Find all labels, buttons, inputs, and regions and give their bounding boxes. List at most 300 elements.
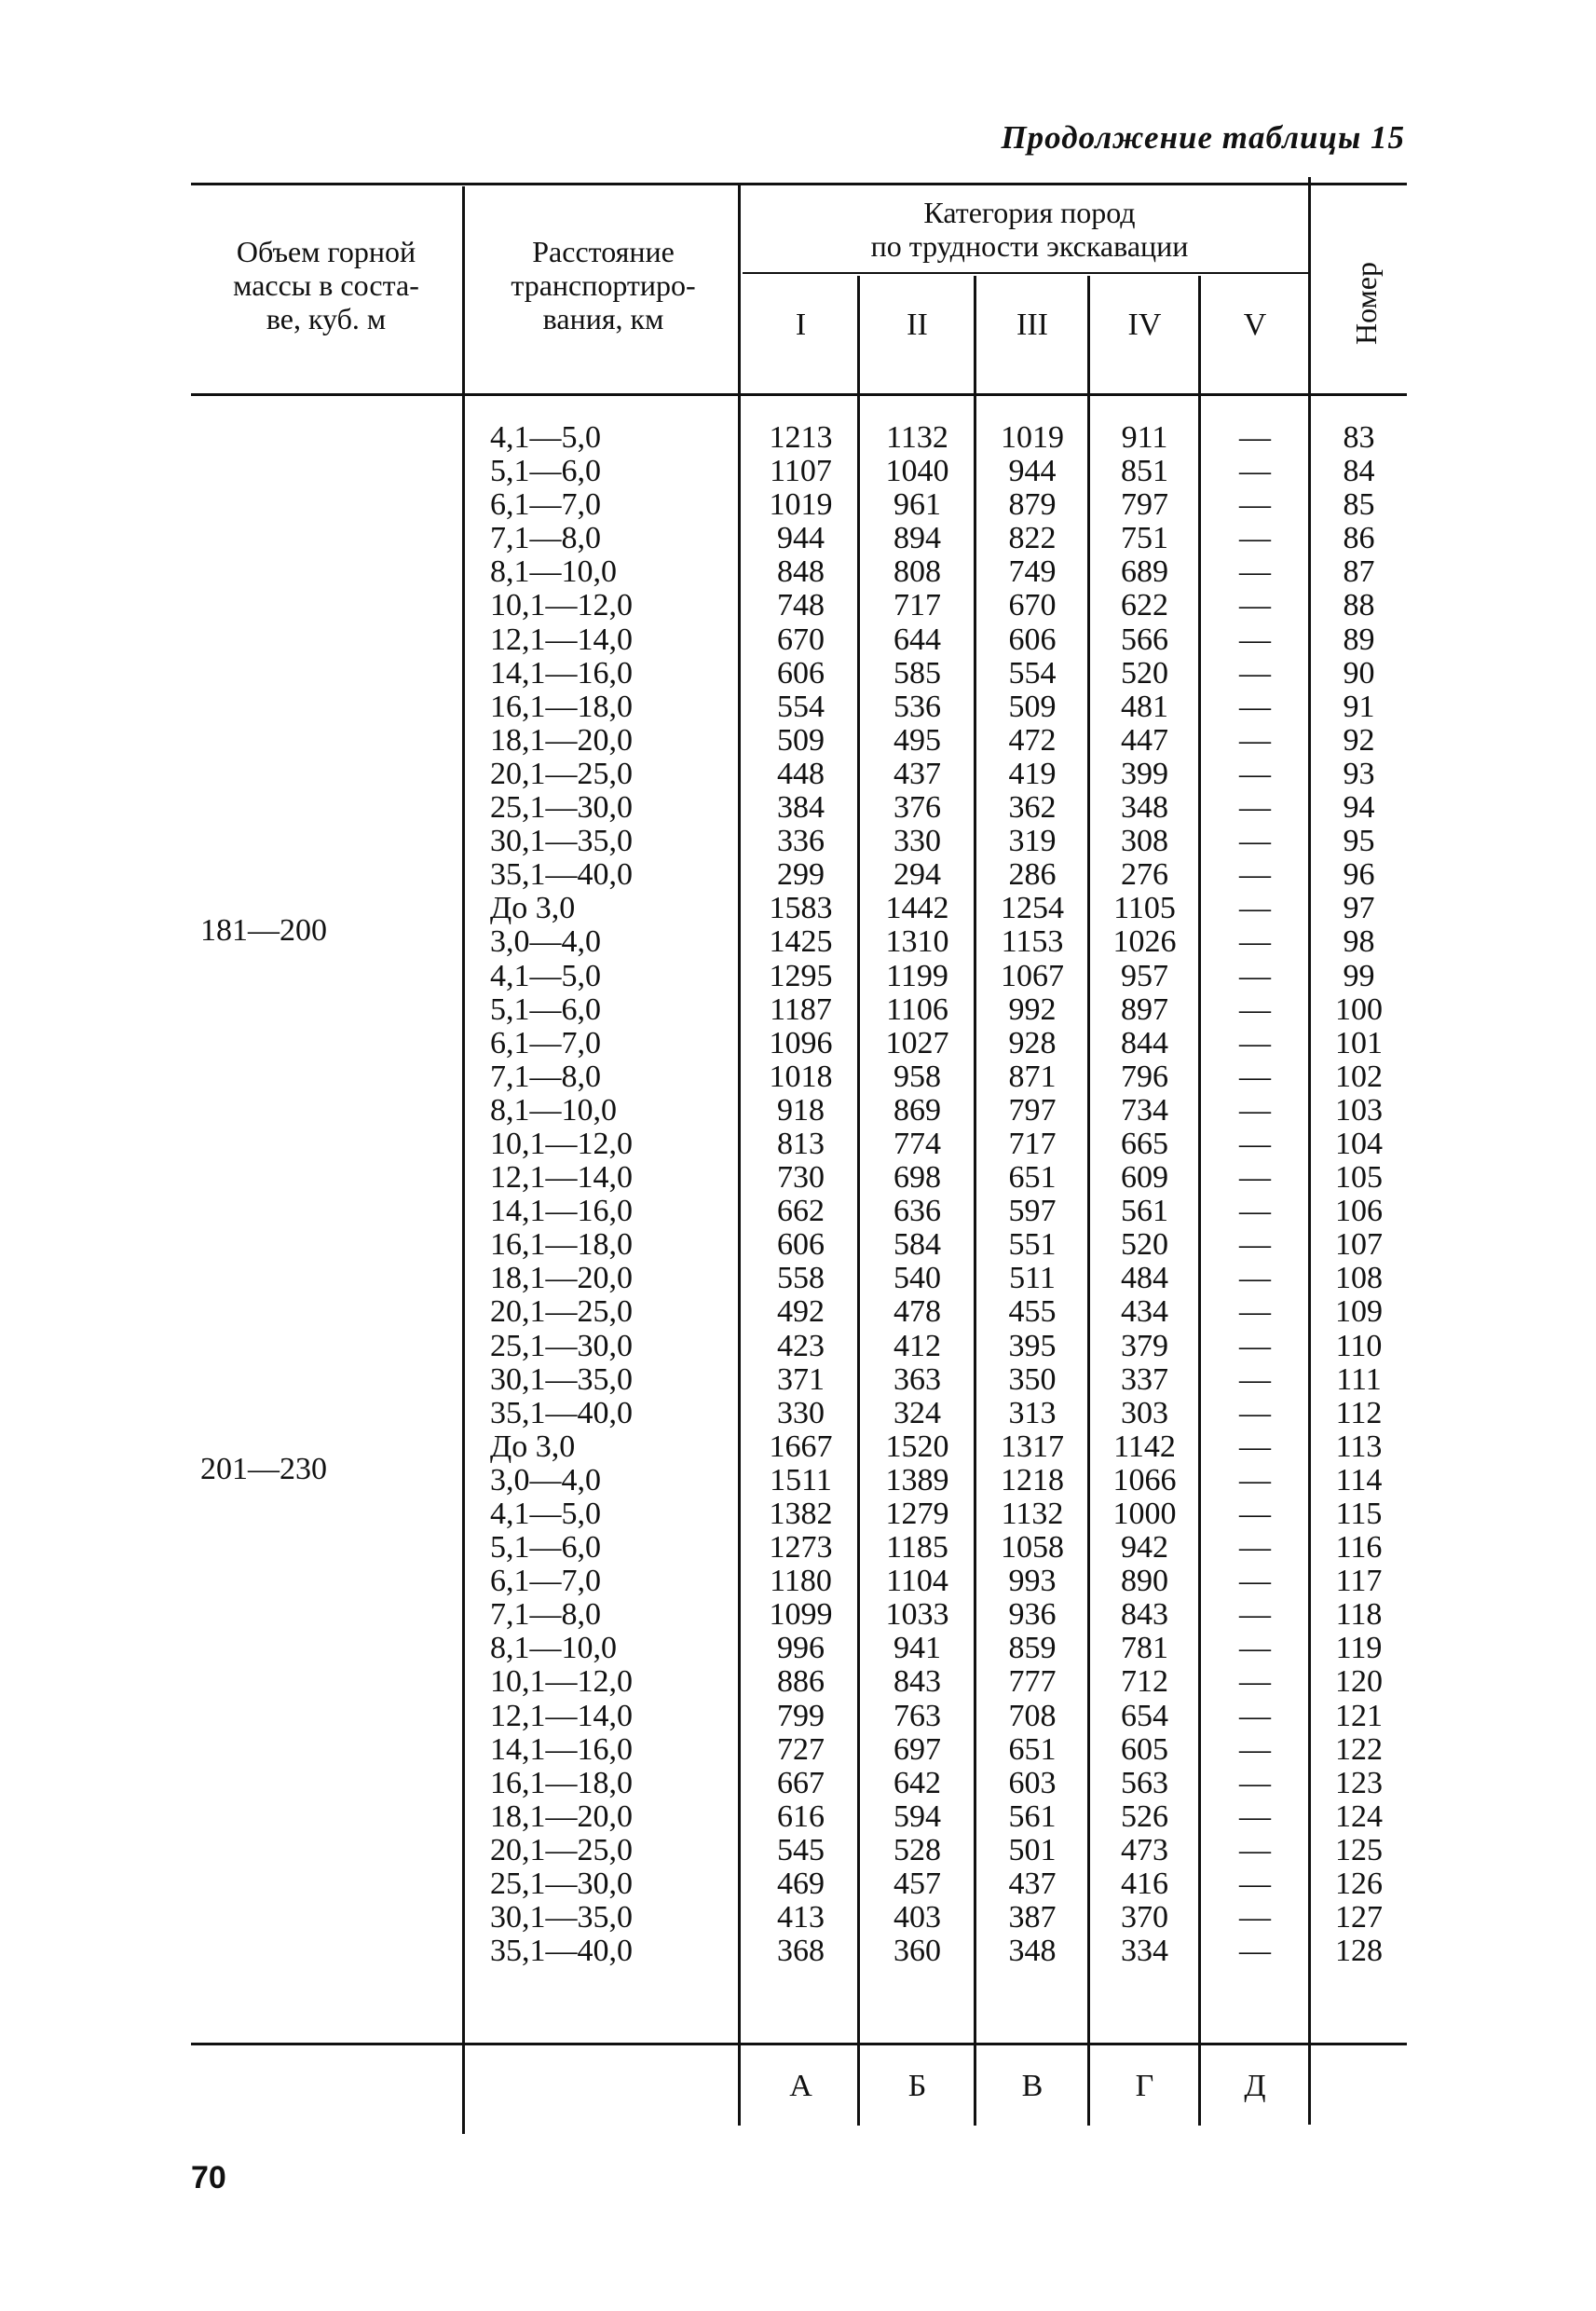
cat-i-cell: 799 <box>777 1698 825 1733</box>
cat-iii-cell: 992 <box>1008 991 1057 1027</box>
cat-v-cell: — <box>1239 1597 1271 1633</box>
cat-iii-cell: 871 <box>1008 1059 1057 1094</box>
cat-iii-cell: 651 <box>1008 1731 1057 1767</box>
cat-ii-cell: 360 <box>893 1934 941 1969</box>
cat-i-cell: 1180 <box>770 1564 832 1599</box>
row-number-cell: 116 <box>1335 1530 1383 1566</box>
header-bottom-rule <box>191 393 1407 396</box>
cat-iii-cell: 944 <box>1008 454 1057 489</box>
row-number-cell: 92 <box>1343 722 1375 758</box>
category-iii-column <box>975 421 1089 1968</box>
cat-iv-cell: 337 <box>1121 1361 1168 1397</box>
cat-i-cell: 748 <box>777 588 825 623</box>
cat-ii-cell: 457 <box>893 1867 941 1902</box>
cat-iv-cell: 890 <box>1121 1564 1168 1599</box>
cat-iv-cell: 957 <box>1121 958 1168 993</box>
cat-i-cell: 299 <box>777 857 825 893</box>
cat-i-cell: 384 <box>777 790 825 826</box>
row-number-cell: 112 <box>1335 1395 1383 1430</box>
cat-iii-cell: 350 <box>1008 1361 1057 1397</box>
cat-v-cell: — <box>1239 655 1271 691</box>
cat-i-cell: 1273 <box>769 1530 833 1566</box>
distance-cell: 16,1—18,0 <box>490 1227 633 1263</box>
cat-ii-cell: 478 <box>893 1294 941 1330</box>
cat-iii-cell: 472 <box>1008 722 1057 758</box>
cat-iv-cell: 609 <box>1121 1160 1168 1196</box>
cat-i-cell: 667 <box>777 1765 825 1800</box>
footer-label-v: В <box>1021 2069 1044 2103</box>
row-number-cell: 96 <box>1343 857 1375 893</box>
distance-cell: 5,1—6,0 <box>490 1530 601 1566</box>
cat-v-cell: — <box>1239 1462 1271 1497</box>
header-cat-5: V <box>1243 308 1267 342</box>
cat-ii-cell: 636 <box>893 1194 941 1229</box>
cat-v-cell: — <box>1239 1934 1271 1969</box>
distance-cell: 25,1—30,0 <box>490 790 633 826</box>
distance-cell: 3,0—4,0 <box>490 924 601 960</box>
cat-i-cell: 448 <box>777 756 825 791</box>
distance-cell: 12,1—14,0 <box>490 1698 633 1733</box>
footer-top-rule <box>191 2043 1407 2045</box>
cat-iv-cell: 689 <box>1121 554 1168 590</box>
cat-i-cell: 554 <box>777 689 825 724</box>
cat-v-cell: — <box>1239 554 1271 590</box>
cat-i-cell: 662 <box>777 1194 825 1229</box>
cat-ii-cell: 1185 <box>886 1530 948 1566</box>
cat-ii-cell: 528 <box>893 1832 941 1867</box>
cat-iii-cell: 1218 <box>1001 1462 1064 1497</box>
cat-iv-cell: 1066 <box>1112 1462 1177 1497</box>
row-number-cell: 87 <box>1343 554 1375 590</box>
cat-ii-cell: 869 <box>893 1092 941 1128</box>
cat-iv-cell: 473 <box>1121 1832 1168 1867</box>
cat-iii-cell: 606 <box>1008 622 1057 657</box>
row-number-cell: 126 <box>1335 1867 1383 1902</box>
cat-i-cell: 606 <box>777 655 825 691</box>
row-number-cell: 105 <box>1335 1160 1383 1196</box>
distance-cell: До 3,0 <box>490 891 576 926</box>
distance-cell: 5,1—6,0 <box>490 454 601 489</box>
row-number-cell: 106 <box>1335 1194 1383 1229</box>
distance-cell: 35,1—40,0 <box>490 1395 633 1430</box>
row-number-cell: 88 <box>1343 588 1375 623</box>
cat-ii-cell: 363 <box>893 1361 941 1397</box>
cat-iii-cell: 797 <box>1008 1092 1057 1128</box>
cat-iv-cell: 447 <box>1121 722 1168 758</box>
cat-ii-cell: 697 <box>893 1731 941 1767</box>
cat-v-cell: — <box>1239 454 1271 489</box>
cat-iii-cell: 286 <box>1008 857 1057 893</box>
cat-i-cell: 1425 <box>769 924 833 960</box>
cat-ii-cell: 412 <box>893 1328 941 1363</box>
distance-cell: 12,1—14,0 <box>490 1160 633 1196</box>
cat-ii-cell: 330 <box>893 824 941 859</box>
cat-iv-cell: 416 <box>1121 1867 1168 1902</box>
cat-ii-cell: 698 <box>893 1160 941 1196</box>
cat-iii-cell: 928 <box>1008 1025 1057 1060</box>
cat-ii-cell: 1279 <box>885 1497 949 1531</box>
distance-cell: 7,1—8,0 <box>490 1597 601 1633</box>
cat-i-cell: 509 <box>777 722 825 758</box>
distance-cell: 10,1—12,0 <box>490 1664 633 1700</box>
cat-v-cell: — <box>1239 958 1271 993</box>
category-rule <box>743 272 1311 274</box>
cat-iv-cell: 399 <box>1121 756 1168 791</box>
cat-v-cell: — <box>1239 1160 1271 1196</box>
cat-v-cell: — <box>1239 722 1271 758</box>
row-number-cell: 104 <box>1335 1126 1383 1161</box>
cat-iii-cell: 936 <box>1008 1597 1057 1633</box>
cat-ii-cell: 843 <box>893 1664 941 1700</box>
distance-cell: 14,1—16,0 <box>490 655 633 691</box>
distance-cell: 8,1—10,0 <box>490 1092 617 1128</box>
cat-v-cell: — <box>1239 790 1271 826</box>
row-number-cell: 108 <box>1335 1261 1383 1296</box>
cat-ii-cell: 808 <box>893 554 941 590</box>
distance-column <box>490 421 633 1968</box>
table-caption: Продолжение таблицы 15 <box>1001 119 1405 156</box>
cat-v-cell: — <box>1239 420 1271 455</box>
distance-cell: 35,1—40,0 <box>490 857 633 893</box>
cat-v-cell: — <box>1239 1731 1271 1767</box>
cat-v-cell: — <box>1239 824 1271 859</box>
row-number-cell: 121 <box>1335 1698 1383 1733</box>
cat-i-cell: 413 <box>777 1900 825 1935</box>
cat-iii-cell: 777 <box>1008 1664 1057 1700</box>
row-number-cell: 89 <box>1343 622 1375 657</box>
row-number-cell: 86 <box>1343 521 1375 556</box>
cat-ii-cell: 763 <box>893 1698 941 1733</box>
cat-iii-cell: 993 <box>1008 1564 1057 1599</box>
cat-v-cell: — <box>1239 1564 1271 1599</box>
cat-v-cell: — <box>1239 756 1271 791</box>
distance-cell: 8,1—10,0 <box>490 1631 617 1666</box>
cat-i-cell: 1511 <box>770 1462 832 1497</box>
row-number-cell: 119 <box>1335 1631 1383 1666</box>
footer-label-g: Г <box>1135 2069 1154 2103</box>
cat-i-cell: 371 <box>777 1361 825 1397</box>
row-number-cell: 111 <box>1336 1361 1382 1397</box>
cat-i-cell: 1099 <box>769 1597 833 1633</box>
cat-ii-cell: 495 <box>893 722 941 758</box>
cat-i-cell: 730 <box>777 1160 825 1196</box>
distance-cell: 35,1—40,0 <box>490 1934 633 1969</box>
cat-v-cell: — <box>1239 1530 1271 1566</box>
cat-iv-cell: 1000 <box>1112 1497 1177 1531</box>
distance-cell: 4,1—5,0 <box>490 420 601 455</box>
cat-i-cell: 1583 <box>769 891 833 926</box>
footer-label-d: Д <box>1244 2069 1266 2103</box>
cat-iii-cell: 313 <box>1008 1395 1057 1430</box>
group-volume-181-200: 181—200 <box>200 913 327 948</box>
cat-ii-cell: 585 <box>893 655 941 691</box>
cat-iii-cell: 387 <box>1008 1900 1057 1935</box>
cat-v-cell: — <box>1239 1900 1271 1935</box>
cat-iii-cell: 1067 <box>1001 958 1064 993</box>
cat-ii-cell: 324 <box>893 1395 941 1430</box>
cat-iii-cell: 717 <box>1008 1126 1057 1161</box>
group-volume-201-230: 201—230 <box>200 1452 327 1486</box>
cat-v-cell: — <box>1239 1497 1271 1531</box>
distance-cell: 10,1—12,0 <box>490 588 633 623</box>
cat-i-cell: 558 <box>777 1261 825 1296</box>
distance-cell: 20,1—25,0 <box>490 1832 633 1867</box>
cat-iii-cell: 597 <box>1008 1194 1057 1229</box>
cat-v-cell: — <box>1239 1765 1271 1800</box>
distance-cell: 20,1—25,0 <box>490 1294 633 1330</box>
cat-iv-cell: 434 <box>1121 1294 1168 1330</box>
cat-iii-cell: 362 <box>1008 790 1057 826</box>
cat-i-cell: 1213 <box>769 420 833 455</box>
cat-iii-cell: 1058 <box>1001 1530 1064 1566</box>
cat-iv-cell: 654 <box>1121 1698 1168 1733</box>
cat-iii-cell: 1019 <box>1001 420 1064 455</box>
distance-cell: 25,1—30,0 <box>490 1328 633 1363</box>
row-number-cell: 124 <box>1335 1798 1383 1834</box>
row-number-cell: 113 <box>1335 1429 1383 1464</box>
distance-cell: 7,1—8,0 <box>490 1059 601 1094</box>
cat-iv-cell: 563 <box>1121 1765 1168 1800</box>
cat-v-cell: — <box>1239 588 1271 623</box>
cat-ii-cell: 1199 <box>886 958 948 993</box>
cat-ii-cell: 540 <box>893 1261 941 1296</box>
row-number-cell: 98 <box>1343 924 1375 960</box>
row-number-cell: 123 <box>1335 1765 1383 1800</box>
cat-i-cell: 469 <box>777 1867 825 1902</box>
cat-v-cell: — <box>1239 1361 1271 1397</box>
distance-cell: 18,1—20,0 <box>490 1261 633 1296</box>
row-number-cell: 102 <box>1335 1059 1383 1094</box>
cat-v-cell: — <box>1239 1025 1271 1060</box>
cat-ii-cell: 437 <box>893 756 941 791</box>
distance-cell: 30,1—35,0 <box>490 1900 633 1935</box>
cat-ii-cell: 1520 <box>885 1429 949 1464</box>
cat-iv-cell: 1105 <box>1113 891 1176 926</box>
cat-iv-cell: 526 <box>1121 1798 1168 1834</box>
cat-i-cell: 492 <box>777 1294 825 1330</box>
cat-v-cell: — <box>1239 857 1271 893</box>
cat-iii-cell: 511 <box>1009 1261 1056 1296</box>
cat-iv-cell: 561 <box>1121 1194 1168 1229</box>
row-number-cell: 114 <box>1335 1462 1383 1497</box>
cat-ii-cell: 1040 <box>885 454 949 489</box>
category-iv-column <box>1089 421 1200 1968</box>
cat-ii-cell: 376 <box>893 790 941 826</box>
cat-i-cell: 616 <box>777 1798 825 1834</box>
cat-ii-cell: 1106 <box>886 991 948 1027</box>
cat-ii-cell: 644 <box>893 622 941 657</box>
cat-ii-cell: 403 <box>893 1900 941 1935</box>
distance-cell: 18,1—20,0 <box>490 1798 633 1834</box>
number-column <box>1310 421 1408 1968</box>
distance-cell: 5,1—6,0 <box>490 991 601 1027</box>
row-number-cell: 118 <box>1335 1597 1383 1633</box>
cat-i-cell: 606 <box>777 1227 825 1263</box>
row-number-cell: 127 <box>1335 1900 1383 1935</box>
cat-v-cell: — <box>1239 622 1271 657</box>
distance-cell: 20,1—25,0 <box>490 756 633 791</box>
cat-v-cell: — <box>1239 1059 1271 1094</box>
cat-iv-cell: 308 <box>1121 824 1168 859</box>
distance-cell: 6,1—7,0 <box>490 1564 601 1599</box>
cat-i-cell: 727 <box>777 1731 825 1767</box>
cat-ii-cell: 1132 <box>886 420 948 455</box>
cat-iv-cell: 843 <box>1121 1597 1168 1633</box>
distance-cell: 30,1—35,0 <box>490 824 633 859</box>
row-number-cell: 93 <box>1343 756 1375 791</box>
cat-v-cell: — <box>1239 1631 1271 1666</box>
row-number-cell: 99 <box>1343 958 1375 993</box>
cat-v-cell: — <box>1239 1092 1271 1128</box>
cat-i-cell: 1107 <box>770 454 832 489</box>
header-cat-2: II <box>907 308 928 342</box>
cat-iv-cell: 348 <box>1121 790 1168 826</box>
cat-iv-cell: 303 <box>1121 1395 1168 1430</box>
distance-cell: 6,1—7,0 <box>490 487 601 523</box>
cat-v-cell: — <box>1239 1698 1271 1733</box>
cat-i-cell: 848 <box>777 554 825 590</box>
header-cat-4: IV <box>1127 308 1162 342</box>
cat-iv-cell: 605 <box>1121 1731 1168 1767</box>
cat-iv-cell: 622 <box>1121 588 1168 623</box>
cat-iii-cell: 554 <box>1008 655 1057 691</box>
cat-iv-cell: 334 <box>1121 1934 1168 1969</box>
cat-v-cell: — <box>1239 521 1271 556</box>
row-number-cell: 107 <box>1335 1227 1383 1263</box>
cat-i-cell: 813 <box>777 1126 825 1161</box>
cat-ii-cell: 958 <box>893 1059 941 1094</box>
category-ii-column <box>859 421 975 1968</box>
header-cat-1: I <box>795 308 807 342</box>
cat-i-cell: 368 <box>777 1934 825 1969</box>
cat-v-cell: — <box>1239 991 1271 1027</box>
cat-ii-cell: 774 <box>893 1126 941 1161</box>
row-number-cell: 91 <box>1343 689 1375 724</box>
cat-iv-cell: 484 <box>1121 1261 1168 1296</box>
cat-iv-cell: 781 <box>1121 1631 1168 1666</box>
cat-i-cell: 1096 <box>769 1025 833 1060</box>
header-category: Категория пород по трудности экскавации <box>870 196 1189 263</box>
row-number-cell: 125 <box>1335 1832 1383 1867</box>
distance-cell: 3,0—4,0 <box>490 1462 601 1497</box>
row-number-cell: 101 <box>1335 1025 1383 1060</box>
cat-iii-cell: 708 <box>1008 1698 1057 1733</box>
cat-i-cell: 886 <box>777 1664 825 1700</box>
distance-cell: До 3,0 <box>490 1429 576 1464</box>
cat-iii-cell: 1132 <box>1001 1497 1064 1531</box>
cat-iv-cell: 712 <box>1121 1664 1168 1700</box>
cat-iv-cell: 751 <box>1121 521 1168 556</box>
cat-ii-cell: 1104 <box>886 1564 948 1599</box>
cat-iv-cell: 851 <box>1121 454 1168 489</box>
cat-iv-cell: 1142 <box>1113 1429 1176 1464</box>
cat-iii-cell: 670 <box>1008 588 1057 623</box>
cat-iv-cell: 1026 <box>1112 924 1177 960</box>
cat-v-cell: — <box>1239 924 1271 960</box>
vrule-2 <box>738 183 741 2126</box>
row-number-cell: 90 <box>1343 655 1375 691</box>
cat-v-cell: — <box>1239 1126 1271 1161</box>
vrule-1 <box>462 186 465 2134</box>
cat-iii-cell: 651 <box>1008 1160 1057 1196</box>
cat-i-cell: 423 <box>777 1328 825 1363</box>
cat-iii-cell: 1254 <box>1001 891 1064 926</box>
cat-iii-cell: 879 <box>1008 487 1057 523</box>
distance-cell: 25,1—30,0 <box>490 1867 633 1902</box>
cat-i-cell: 545 <box>777 1832 825 1867</box>
row-number-cell: 120 <box>1335 1664 1383 1700</box>
cat-iv-cell: 370 <box>1121 1900 1168 1935</box>
header-distance: Расстояние транспортиро- вания, км <box>511 235 696 335</box>
cat-iii-cell: 859 <box>1008 1631 1057 1666</box>
cat-iii-cell: 501 <box>1008 1832 1057 1867</box>
cat-v-cell: — <box>1239 1294 1271 1330</box>
cat-i-cell: 330 <box>777 1395 825 1430</box>
cat-iv-cell: 276 <box>1121 857 1168 893</box>
cat-ii-cell: 584 <box>893 1227 941 1263</box>
header-cat-3: III <box>1016 308 1048 342</box>
cat-iii-cell: 319 <box>1008 824 1057 859</box>
row-number-cell: 83 <box>1343 420 1375 455</box>
cat-v-cell: — <box>1239 1328 1271 1363</box>
cat-ii-cell: 1027 <box>885 1025 949 1060</box>
cat-ii-cell: 941 <box>893 1631 941 1666</box>
cat-v-cell: — <box>1239 1867 1271 1902</box>
distance-cell: 14,1—16,0 <box>490 1194 633 1229</box>
cat-iii-cell: 551 <box>1008 1227 1057 1263</box>
cat-iv-cell: 796 <box>1121 1059 1168 1094</box>
cat-iii-cell: 1317 <box>1001 1429 1064 1464</box>
cat-i-cell: 1019 <box>769 487 833 523</box>
row-number-cell: 97 <box>1343 891 1375 926</box>
cat-ii-cell: 536 <box>893 689 941 724</box>
cat-iv-cell: 520 <box>1121 655 1168 691</box>
top-rule <box>191 183 1407 185</box>
cat-i-cell: 670 <box>777 622 825 657</box>
distance-cell: 12,1—14,0 <box>490 622 633 657</box>
row-number-cell: 84 <box>1343 454 1375 489</box>
cat-ii-cell: 894 <box>893 521 941 556</box>
row-number-cell: 100 <box>1335 991 1383 1027</box>
cat-ii-cell: 1389 <box>885 1462 949 1497</box>
cat-ii-cell: 717 <box>893 588 941 623</box>
cat-ii-cell: 294 <box>893 857 941 893</box>
cat-i-cell: 1295 <box>769 958 833 993</box>
cat-i-cell: 1667 <box>769 1429 833 1464</box>
cat-v-cell: — <box>1239 1395 1271 1430</box>
row-number-cell: 85 <box>1343 487 1375 523</box>
cat-ii-cell: 594 <box>893 1798 941 1834</box>
cat-i-cell: 1382 <box>769 1497 833 1531</box>
cat-iii-cell: 509 <box>1008 689 1057 724</box>
cat-ii-cell: 1033 <box>885 1597 949 1633</box>
cat-iv-cell: 481 <box>1121 689 1168 724</box>
cat-iv-cell: 797 <box>1121 487 1168 523</box>
cat-i-cell: 1018 <box>769 1059 833 1094</box>
cat-ii-cell: 1442 <box>885 891 949 926</box>
cat-iv-cell: 520 <box>1121 1227 1168 1263</box>
cat-v-cell: — <box>1239 1261 1271 1296</box>
cat-v-cell: — <box>1239 1429 1271 1464</box>
cat-v-cell: — <box>1239 1227 1271 1263</box>
distance-cell: 30,1—35,0 <box>490 1361 633 1397</box>
distance-cell: 16,1—18,0 <box>490 1765 633 1800</box>
cat-iv-cell: 911 <box>1121 420 1168 455</box>
distance-cell: 7,1—8,0 <box>490 521 601 556</box>
cat-iii-cell: 395 <box>1008 1328 1057 1363</box>
cat-iv-cell: 942 <box>1121 1530 1168 1566</box>
cat-i-cell: 1187 <box>770 991 832 1027</box>
